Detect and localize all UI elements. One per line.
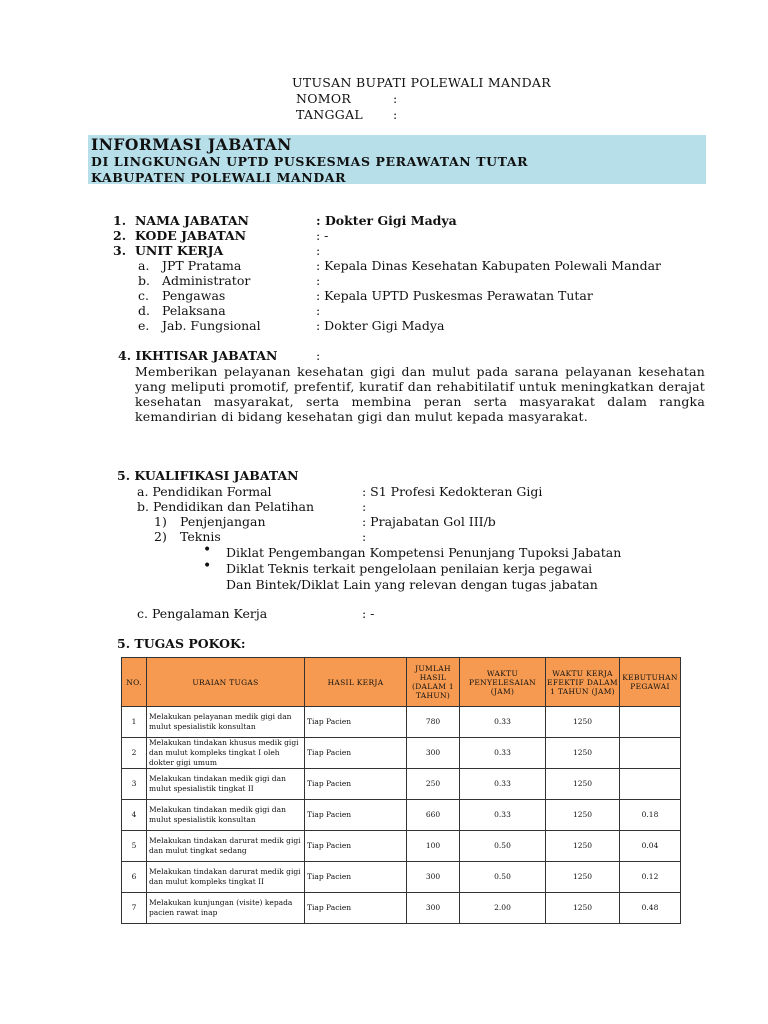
- cell-uraian: Melakukan kunjungan (visite) kepada pacien rawat inap: [147, 893, 305, 924]
- sub-c-value: : Kepala UPTD Puskesmas Perawatan Tutar: [316, 288, 593, 303]
- cell-uraian: Melakukan tindakan darurat medik gigi dan mulut tingkat sedang: [147, 831, 305, 862]
- sub-d-label: Pelaksana: [162, 303, 226, 318]
- pendidikan-pelatihan-label: b. Pendidikan dan Pelatihan: [137, 499, 315, 514]
- cell-jumlah: 300: [407, 893, 460, 924]
- cell-uraian: Melakukan tindakan darurat medik gigi dan mulut kompleks tingkat II: [147, 862, 305, 893]
- item-2-number: 2.: [113, 228, 127, 243]
- ikhtisar-label: 4. IKHTISAR JABATAN: [118, 348, 278, 363]
- cell-efektif: 1250: [546, 707, 620, 738]
- teknis-number: 2): [154, 529, 167, 544]
- col-header-efektif: WAKTU KERJA EFEKTIF DALAM 1 TAHUN (JAM): [546, 658, 620, 707]
- table-row: [122, 893, 681, 924]
- penjenjangan-label: Penjenjangan: [180, 514, 266, 529]
- cell-waktu: 0.33: [460, 738, 546, 769]
- table-row: [122, 738, 681, 769]
- cell-waktu: 0.33: [460, 769, 546, 800]
- nama-jabatan-label: NAMA JABATAN: [135, 213, 249, 228]
- table-header-row: [122, 658, 681, 707]
- pengalaman-kerja-value: : -: [362, 606, 375, 621]
- tugas-pokok-table: [121, 657, 681, 924]
- kualifikasi-label: 5. KUALIFIKASI JABATAN: [117, 468, 299, 483]
- diklat-item-2-continued: Dan Bintek/Diklat Lain yang relevan dengan tugas jabatan: [226, 577, 598, 592]
- item-3-number: 3.: [113, 243, 127, 258]
- penjenjangan-value: : Prajabatan Gol III/b: [362, 514, 496, 529]
- cell-jumlah: 250: [407, 769, 460, 800]
- cell-efektif: 1250: [546, 831, 620, 862]
- cell-uraian: Melakukan tindakan medik gigi dan mulut spesialistik tingkat II: [147, 769, 305, 800]
- table-row: [122, 831, 681, 862]
- penjenjangan-number: 1): [154, 514, 167, 529]
- teknis-label: Teknis: [180, 529, 221, 544]
- cell-waktu: 0.33: [460, 800, 546, 831]
- cell-hasil: Tiap Pacien: [305, 738, 407, 769]
- cell-efektif: 1250: [546, 769, 620, 800]
- col-header-kebutuhan: KEBUTUHAN PEGAWAI: [620, 658, 681, 707]
- cell-jumlah: 300: [407, 862, 460, 893]
- cell-waktu: 0.50: [460, 862, 546, 893]
- banner-title: INFORMASI JABATAN: [91, 135, 292, 154]
- cell-hasil: Tiap Pacien: [305, 707, 407, 738]
- sub-d-value: :: [316, 303, 321, 318]
- cell-kebutuhan: 0.48: [620, 893, 681, 924]
- nama-jabatan-value: : Dokter Gigi Madya: [316, 213, 457, 228]
- sub-e-value: : Dokter Gigi Madya: [316, 318, 445, 333]
- cell-kebutuhan: [620, 769, 681, 800]
- cell-jumlah: 660: [407, 800, 460, 831]
- cell-no: 7: [122, 893, 147, 924]
- kode-jabatan-label: KODE JABATAN: [135, 228, 247, 243]
- cell-efektif: 1250: [546, 800, 620, 831]
- tugas-pokok-label: 5. TUGAS POKOK:: [117, 636, 246, 651]
- sub-b-value: :: [316, 273, 321, 288]
- cell-no: 6: [122, 862, 147, 893]
- sub-c-letter: c.: [138, 288, 149, 303]
- col-header-hasil: HASIL KERJA: [305, 658, 407, 707]
- sub-e-label: Jab. Fungsional: [162, 318, 261, 333]
- sub-e-letter: e.: [138, 318, 150, 333]
- cell-no: 4: [122, 800, 147, 831]
- pendidikan-pelatihan-value: :: [362, 499, 367, 514]
- diklat-item-2: Diklat Teknis terkait pengelolaan penilaian kerja pegawai: [226, 561, 593, 576]
- tanggal-colon: :: [393, 107, 398, 122]
- cell-jumlah: 300: [407, 738, 460, 769]
- table-row: [122, 800, 681, 831]
- sub-b-letter: b.: [138, 273, 150, 288]
- nomor-colon: :: [393, 91, 398, 106]
- cell-no: 5: [122, 831, 147, 862]
- cell-waktu: 0.50: [460, 831, 546, 862]
- cell-efektif: 1250: [546, 893, 620, 924]
- cell-uraian: Melakukan tindakan khusus medik gigi dan mulut kompleks tingkat I oleh dokter gigi umum: [147, 738, 305, 769]
- sub-a-letter: a.: [138, 258, 150, 273]
- cell-kebutuhan: 0.12: [620, 862, 681, 893]
- cell-efektif: 1250: [546, 738, 620, 769]
- cell-no: 2: [122, 738, 147, 769]
- banner-subtitle-1: DI LINGKUNGAN UPTD PUSKESMAS PERAWATAN TUTAR: [91, 154, 529, 169]
- banner-subtitle-2: KABUPATEN POLEWALI MANDAR: [91, 170, 347, 185]
- cell-kebutuhan: 0.04: [620, 831, 681, 862]
- table-row: [122, 862, 681, 893]
- cell-kebutuhan: 0.18: [620, 800, 681, 831]
- item-1-number: 1.: [113, 213, 127, 228]
- sub-a-label: JPT Pratama: [162, 258, 242, 273]
- sub-c-label: Pengawas: [162, 288, 226, 303]
- sub-a-value: : Kepala Dinas Kesehatan Kabupaten Polewali Mandar: [316, 258, 662, 273]
- kode-jabatan-value: : -: [316, 228, 329, 243]
- ikhtisar-text: Memberikan pelayanan kesehatan gigi dan mulut pada sarana pelayanan kesehatan yang meliputi promotif, prefentif, kuratif dan rehabitilatif untuk meningkatkan derajat kesehatan masyarakat, serta membina peran serta masyarakat dalam rangka kemandirian di bidang kesehatan gigi dan mulut kepada masyarakat.: [135, 364, 705, 424]
- decree-title: UTUSAN BUPATI POLEWALI MANDAR: [292, 75, 551, 90]
- cell-hasil: Tiap Pacien: [305, 800, 407, 831]
- cell-waktu: 2.00: [460, 893, 546, 924]
- bullet-icon: •: [203, 558, 212, 574]
- ikhtisar-colon: :: [316, 348, 321, 363]
- cell-kebutuhan: [620, 707, 681, 738]
- bullet-icon: •: [203, 542, 212, 558]
- pendidikan-formal-value: : S1 Profesi Kedokteran Gigi: [362, 484, 543, 499]
- cell-hasil: Tiap Pacien: [305, 862, 407, 893]
- col-header-jumlah: JUMLAH HASIL (DALAM 1 TAHUN): [407, 658, 460, 707]
- cell-uraian: Melakukan tindakan medik gigi dan mulut spesialistik konsultan: [147, 800, 305, 831]
- sub-d-letter: d.: [138, 303, 150, 318]
- cell-hasil: Tiap Pacien: [305, 831, 407, 862]
- cell-hasil: Tiap Pacien: [305, 893, 407, 924]
- pengalaman-kerja-label: c. Pengalaman Kerja: [137, 606, 268, 621]
- sub-b-label: Administrator: [162, 273, 251, 288]
- cell-no: 3: [122, 769, 147, 800]
- pendidikan-formal-label: a. Pendidikan Formal: [137, 484, 272, 499]
- col-header-waktu: WAKTU PENYELESAIAN (JAM): [460, 658, 546, 707]
- cell-uraian: Melakukan pelayanan medik gigi dan mulut spesialistik konsultan: [147, 707, 305, 738]
- cell-efektif: 1250: [546, 862, 620, 893]
- cell-jumlah: 100: [407, 831, 460, 862]
- cell-hasil: Tiap Pacien: [305, 769, 407, 800]
- teknis-value: :: [362, 529, 367, 544]
- table-row: [122, 769, 681, 800]
- cell-no: 1: [122, 707, 147, 738]
- cell-waktu: 0.33: [460, 707, 546, 738]
- table-row: [122, 707, 681, 738]
- cell-jumlah: 780: [407, 707, 460, 738]
- unit-kerja-value: :: [316, 243, 321, 258]
- title-banner: [88, 135, 706, 184]
- nomor-label: NOMOR: [296, 91, 352, 106]
- diklat-item-1: Diklat Pengembangan Kompetensi Penunjang Tupoksi Jabatan: [226, 545, 622, 560]
- col-header-uraian: URAIAN TUGAS: [147, 658, 305, 707]
- col-header-no: NO.: [122, 658, 147, 707]
- cell-kebutuhan: [620, 738, 681, 769]
- tanggal-label: TANGGAL: [296, 107, 364, 122]
- unit-kerja-label: UNIT KERJA: [135, 243, 224, 258]
